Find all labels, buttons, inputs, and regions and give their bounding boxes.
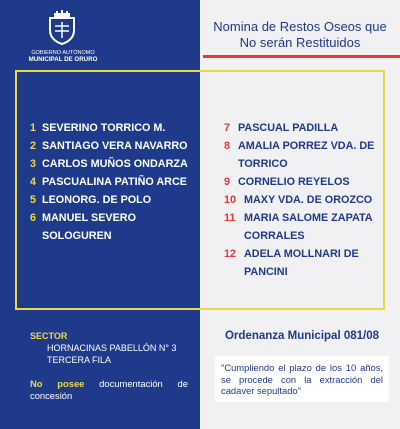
item-number: 1 [30, 122, 37, 134]
sector-info [30, 330, 176, 366]
list-item [30, 155, 204, 173]
item-name: MANUEL SEVERO SOLOGUREN [42, 212, 136, 242]
item-number: 2 [30, 140, 37, 152]
organization-name [22, 50, 104, 63]
list-item [224, 191, 384, 209]
list-item [224, 119, 384, 137]
item-name: MARIA SALOME ZAPATA CORRALES [244, 212, 373, 242]
sector-label: SECTOR [30, 331, 68, 341]
list-item [224, 173, 384, 191]
item-name: CORNELIO REYELOS [238, 176, 350, 188]
list-item [30, 191, 204, 209]
item-number: 11 [224, 212, 236, 224]
item-name: LEONORG. DE POLO [42, 194, 152, 206]
title-line-2: No serán Restituidos [239, 35, 361, 50]
item-name: MAXY VDA. DE OROZCO [244, 194, 373, 206]
list-item [30, 173, 204, 191]
org-line-1: GOBIERNO AUTÓNOMO [31, 50, 95, 56]
item-name: AMALIA PORREZ VDA. DE TORRICO [238, 140, 375, 170]
names-list-right [224, 119, 384, 281]
item-number: 9 [224, 176, 231, 188]
sector-line-2: TERCERA FILA [47, 355, 112, 365]
documentation-highlight: No posee [30, 378, 85, 389]
item-number: 3 [30, 158, 37, 170]
sector-line-1: HORNACINAS PABELLÓN N° 3 [47, 343, 177, 353]
item-number: 10 [224, 194, 237, 206]
item-name: PASCUALINA PATIÑO ARCE [42, 176, 187, 188]
documentation-note [30, 378, 188, 402]
list-item [30, 209, 204, 245]
ordinance-title: Ordenanza Municipal 081/08 [224, 330, 380, 342]
item-name: SEVERINO TORRICO M. [42, 122, 166, 134]
item-number: 6 [30, 212, 37, 224]
item-number: 5 [30, 194, 37, 206]
item-number: 8 [224, 140, 231, 152]
documentation-text: documentación de concesión [30, 378, 188, 401]
item-name: SANTIAGO VERA NAVARRO [42, 140, 188, 152]
item-name: ADELA MOLLNARI DE PANCINI [244, 248, 359, 278]
item-number: 4 [30, 176, 37, 188]
list-item [30, 137, 204, 155]
list-item [224, 245, 384, 281]
page-title [205, 19, 395, 51]
org-line-2: MUNICIPAL DE ORURO [28, 56, 98, 64]
item-number: 7 [224, 122, 231, 134]
list-item [30, 119, 204, 137]
names-list-left [30, 119, 204, 245]
ordinance-quote: "Cumpliendo el plazo de los 10 años, se procede con la extracción del cadaver sepultado" [215, 356, 389, 402]
municipal-crest-icon [44, 10, 80, 46]
item-name: PASCUAL PADILLA [238, 122, 339, 134]
list-item [224, 209, 384, 245]
item-number: 12 [224, 248, 237, 260]
title-underline [203, 55, 400, 58]
item-name: CARLOS MUÑOS ONDARZA [42, 158, 188, 170]
list-item [224, 137, 384, 173]
title-line-1: Nomina de Restos Oseos que [213, 19, 387, 34]
